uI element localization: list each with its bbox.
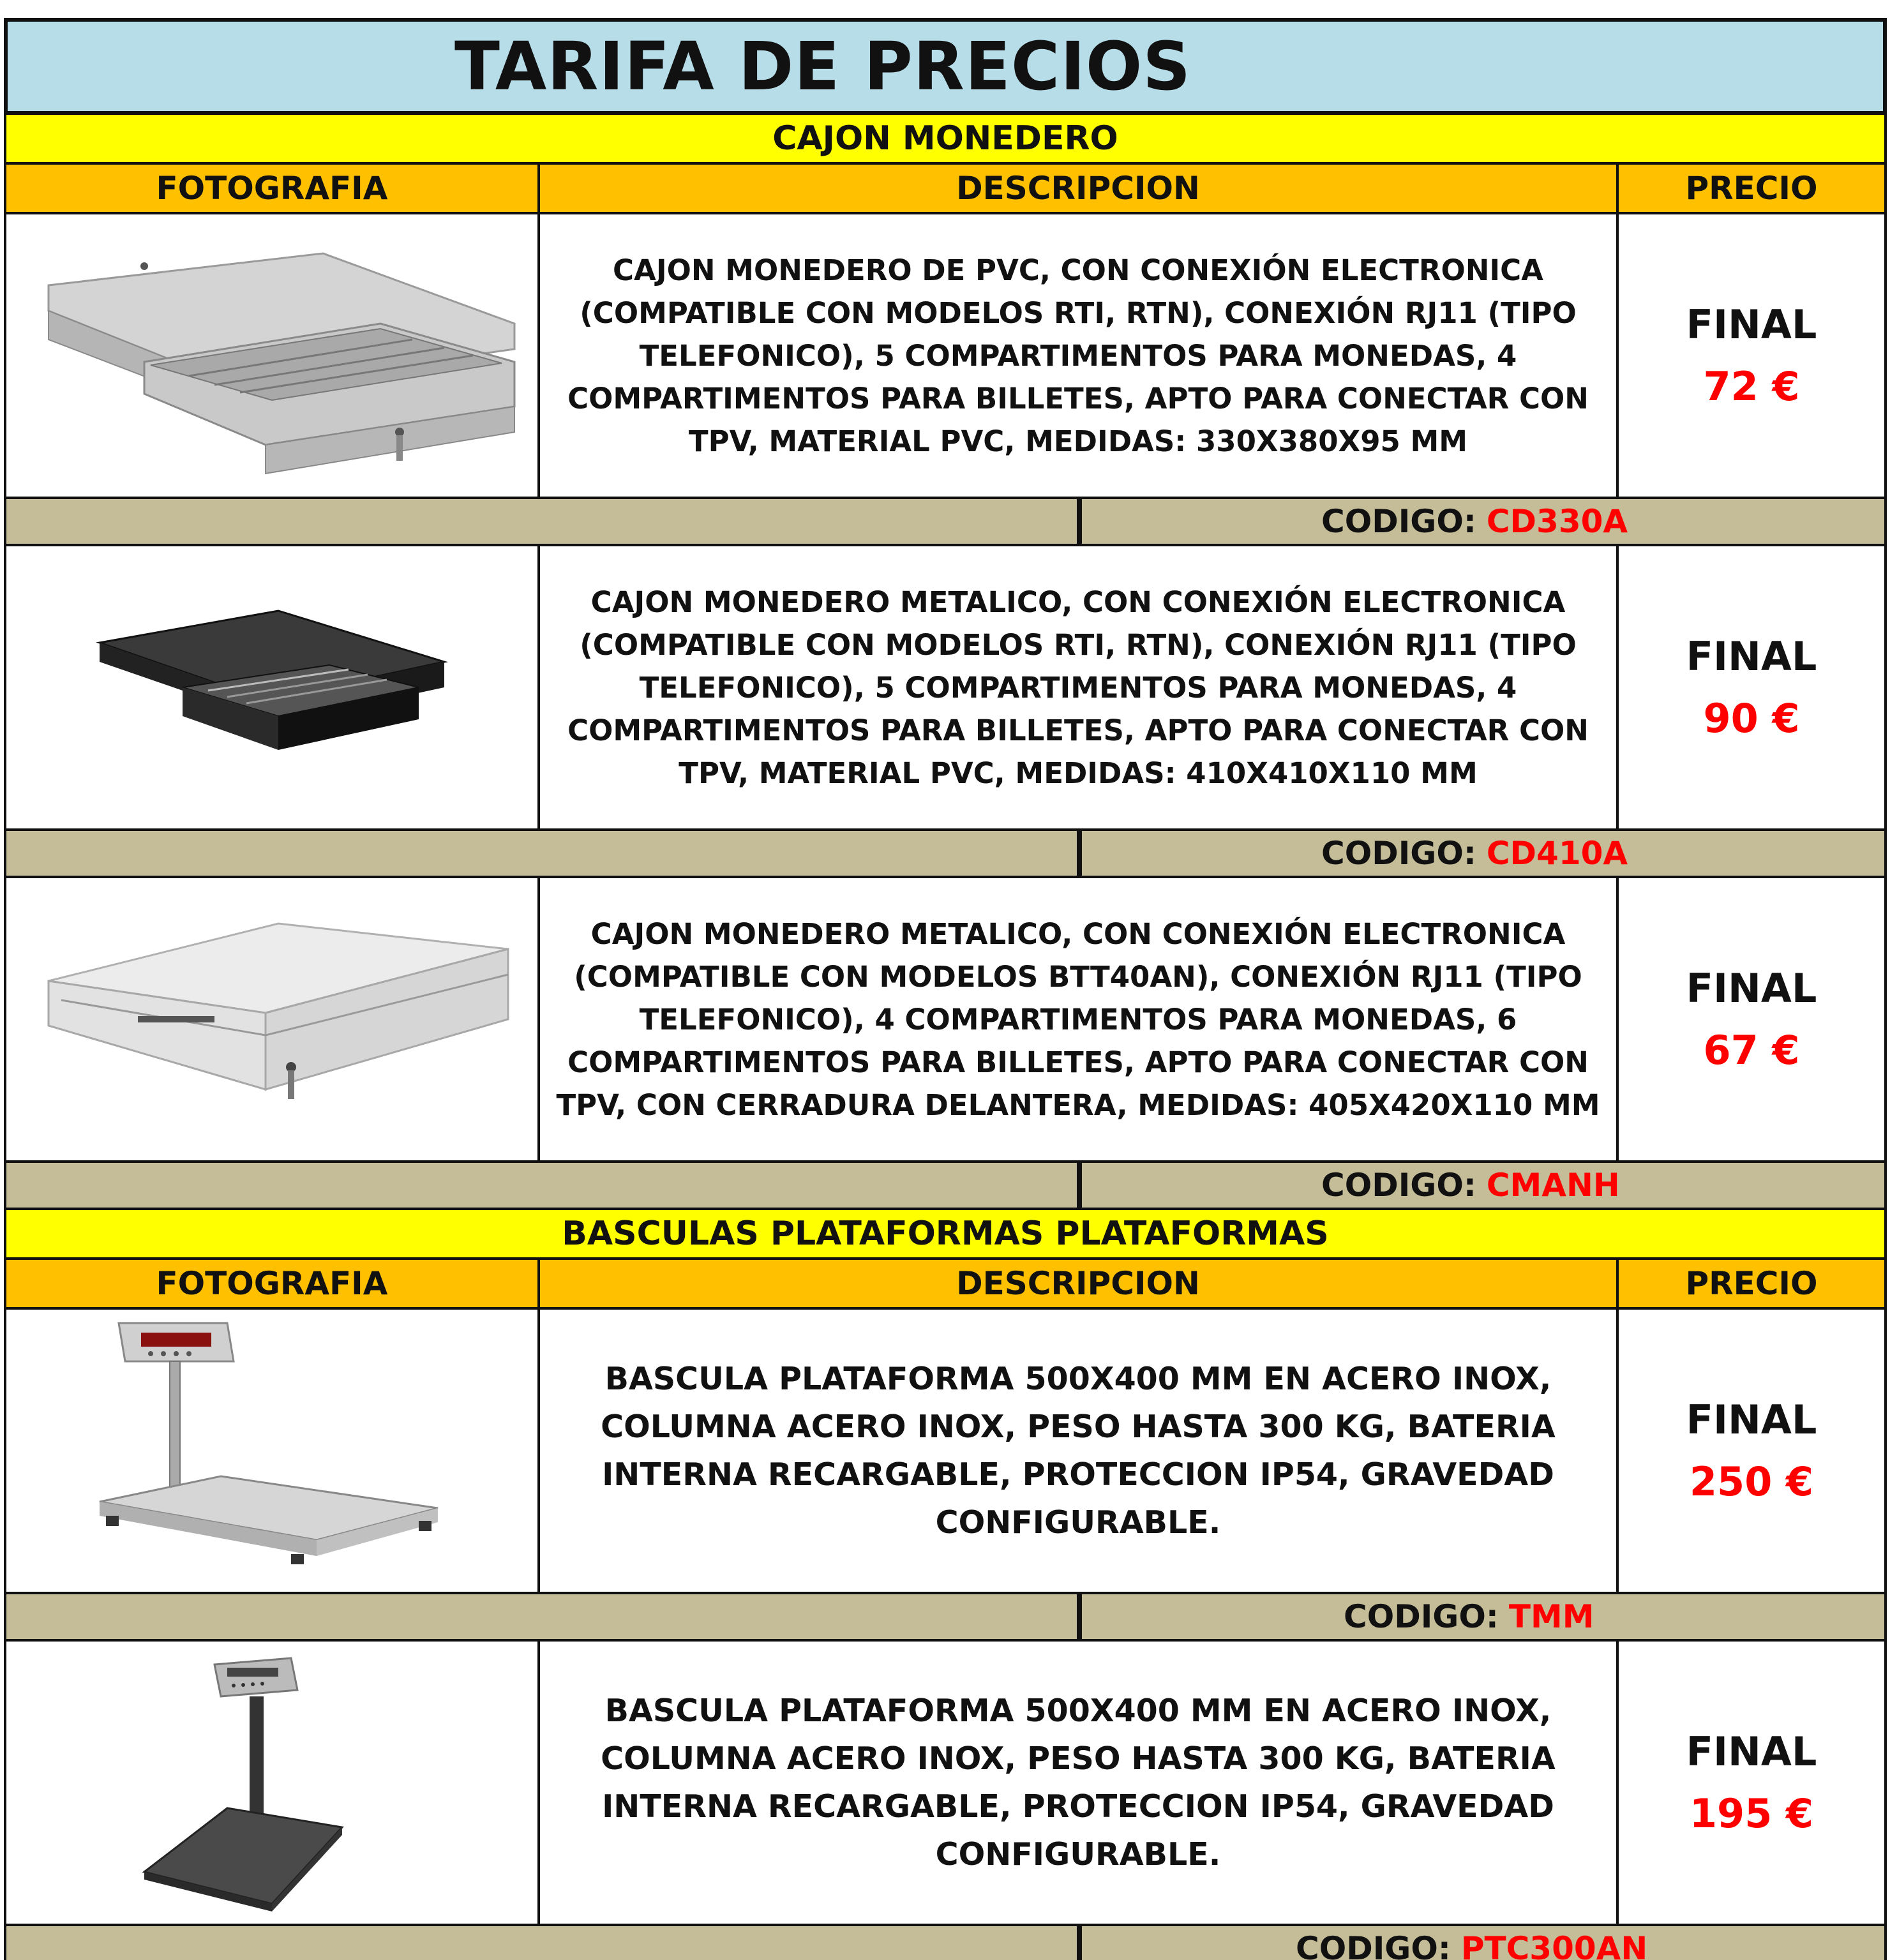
product-row: [4, 546, 1887, 831]
product-row: [4, 1642, 1887, 1926]
product-code: CD410A: [1486, 835, 1628, 872]
code-label: CODIGO:: [1296, 1930, 1451, 1960]
product-code: CMANH: [1486, 1167, 1620, 1204]
code-cell: [1079, 1926, 1887, 1960]
product-description: CAJON MONEDERO METALICO, CON CONEXIÓN ELECTRONICA (COMPATIBLE CON MODELOS BTT40AN), CONEXIÓN RJ11 (TIPO TELEFONICO), 4 COMPARTIMENTOS PARA MONEDAS, 6 COMPARTIMENTOS PARA BILLETES, APTO PARA CONECTAR CON TPV, CON CERRADURA DELANTERA, MEDIDAS: 405X420X110 MM: [540, 878, 1619, 1163]
price-label: FINAL: [1686, 633, 1817, 680]
dark-platform-scale-icon: [131, 1649, 412, 1917]
price-label: FINAL: [1686, 1728, 1817, 1775]
code-row: [4, 1594, 1887, 1642]
price-label: FINAL: [1686, 965, 1817, 1012]
table-header: [4, 165, 1887, 214]
product-code: TMM: [1508, 1598, 1594, 1635]
table-header: [4, 1260, 1887, 1310]
product-price-cell: [1619, 878, 1887, 1163]
title-bar: [4, 18, 1887, 115]
product-photo: [4, 1642, 540, 1926]
code-label: CODIGO:: [1344, 1598, 1499, 1635]
white-cash-drawer-icon: [23, 911, 521, 1128]
code-cell: [1079, 1163, 1887, 1210]
code-cell: [1079, 831, 1887, 878]
header-photo: FOTOGRAFIA: [4, 165, 540, 214]
price-label: FINAL: [1686, 1396, 1817, 1443]
code-row-spacer: [4, 499, 1079, 546]
price-value: 72 €: [1703, 363, 1800, 410]
code-row-spacer: [4, 831, 1079, 878]
product-price-cell: [1619, 1310, 1887, 1594]
product-price-cell: [1619, 1642, 1887, 1926]
price-value: 195 €: [1689, 1790, 1814, 1837]
code-row-spacer: [4, 1926, 1079, 1960]
code-row-spacer: [4, 1163, 1079, 1210]
code-cell: [1079, 1594, 1887, 1642]
header-price: PRECIO: [1619, 1260, 1887, 1310]
product-price-cell: [1619, 214, 1887, 499]
product-price-cell: [1619, 546, 1887, 831]
code-row: [4, 1926, 1887, 1960]
code-label: CODIGO:: [1321, 835, 1476, 872]
price-value: 250 €: [1689, 1458, 1814, 1505]
product-row: [4, 214, 1887, 499]
product-description: CAJON MONEDERO DE PVC, CON CONEXIÓN ELECTRONICA (COMPATIBLE CON MODELOS RTI, RTN), CONEXIÓN RJ11 (TIPO TELEFONICO), 5 COMPARTIMENTOS PARA MONEDAS, 4 COMPARTIMENTOS PARA BILLETES, APTO PARA CONECTAR CON TPV, MATERIAL PVC, MEDIDAS: 330X380X95 MM: [540, 214, 1619, 499]
section-title-cash-drawers: CAJON MONEDERO: [4, 115, 1887, 165]
black-cash-drawer-icon: [87, 604, 457, 770]
price-value: 67 €: [1703, 1027, 1800, 1074]
code-label: CODIGO:: [1321, 1167, 1476, 1204]
code-label: CODIGO:: [1321, 503, 1476, 540]
product-row: [4, 1310, 1887, 1594]
header-description: DESCRIPCION: [540, 165, 1619, 214]
product-photo: [4, 878, 540, 1163]
section-title-platform-scales: BASCULAS PLATAFORMAS PLATAFORMAS: [4, 1210, 1887, 1260]
product-code: CD330A: [1486, 503, 1628, 540]
price-list-sheet: [4, 18, 1887, 1960]
product-code: PTC300AN: [1460, 1930, 1648, 1960]
code-row: [4, 1163, 1887, 1210]
price-value: 90 €: [1703, 695, 1800, 742]
code-row: [4, 831, 1887, 878]
product-row: [4, 878, 1887, 1163]
steel-platform-scale-icon: [80, 1317, 463, 1585]
product-description: BASCULA PLATAFORMA 500X400 MM EN ACERO INOX, COLUMNA ACERO INOX, PESO HASTA 300 KG, BATERIA INTERNA RECARGABLE, PROTECCION IP54, GRAVEDAD CONFIGURABLE.: [540, 1310, 1619, 1594]
code-cell: [1079, 499, 1887, 546]
product-photo: [4, 214, 540, 499]
header-description: DESCRIPCION: [540, 1260, 1619, 1310]
product-description: BASCULA PLATAFORMA 500X400 MM EN ACERO INOX, COLUMNA ACERO INOX, PESO HASTA 300 KG, BATERIA INTERNA RECARGABLE, PROTECCION IP54, GRAVEDAD CONFIGURABLE.: [540, 1642, 1619, 1926]
product-description: CAJON MONEDERO METALICO, CON CONEXIÓN ELECTRONICA (COMPATIBLE CON MODELOS RTI, RTN), CONEXIÓN RJ11 (TIPO TELEFONICO), 5 COMPARTIMENTOS PARA MONEDAS, 4 COMPARTIMENTOS PARA BILLETES, APTO PARA CONECTAR CON TPV, MATERIAL PVC, MEDIDAS: 410X410X110 MM: [540, 546, 1619, 831]
header-price: PRECIO: [1619, 165, 1887, 214]
code-row-spacer: [4, 1594, 1079, 1642]
page-title: TARIFA DE PRECIOS: [454, 27, 1192, 105]
product-photo: [4, 1310, 540, 1594]
code-row: [4, 499, 1887, 546]
header-photo: FOTOGRAFIA: [4, 1260, 540, 1310]
product-photo: [4, 546, 540, 831]
price-label: FINAL: [1686, 301, 1817, 348]
grey-cash-drawer-icon: [23, 228, 521, 483]
